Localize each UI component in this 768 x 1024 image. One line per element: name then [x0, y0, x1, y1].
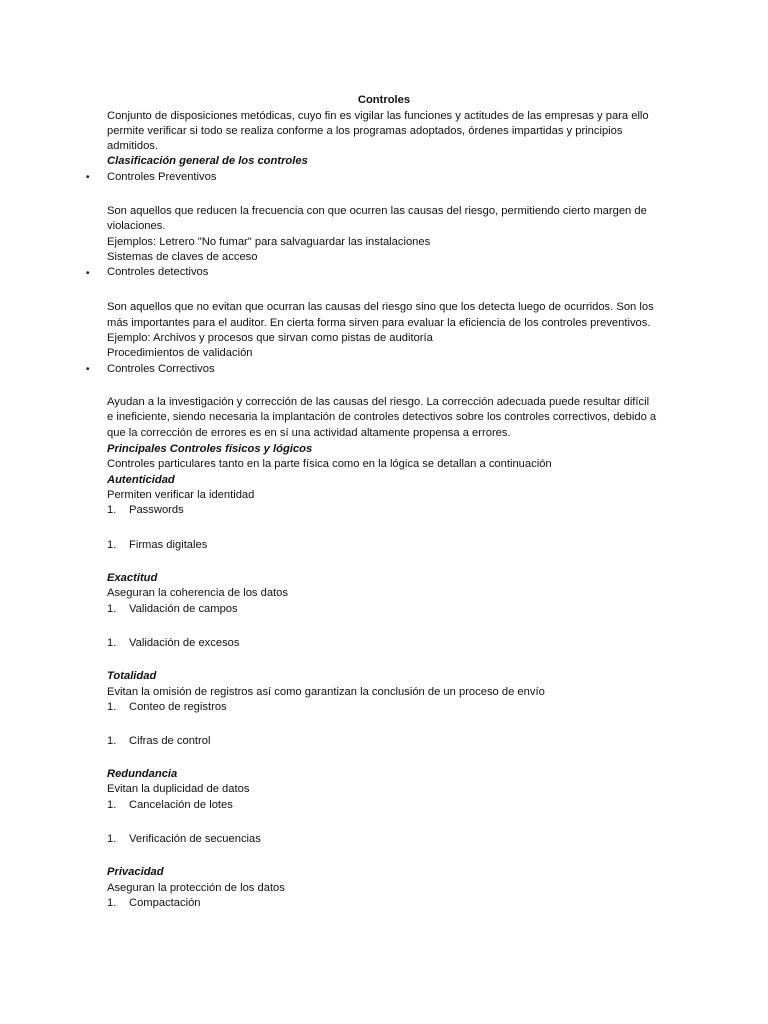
section-desc: Evitan la omisión de registros así como garantizan la conclusión de un proceso de envío — [107, 686, 545, 698]
section-heading-exactitud: Exactitud — [107, 572, 158, 584]
paragraph-line: violaciones. — [107, 220, 166, 232]
bullet-item-detectivos: Controles detectivos — [107, 266, 209, 278]
list-number: 1. — [107, 637, 117, 649]
section-heading-totalidad: Totalidad — [107, 670, 157, 682]
paragraph-line: Controles particulares tanto en la parte física como en la lógica se detallan a continuación — [107, 458, 552, 470]
bullet-item-preventivos: Controles Preventivos — [107, 171, 217, 183]
intro-line: admitidos. — [107, 140, 158, 152]
list-number: 1. — [107, 833, 117, 845]
list-number: 1. — [107, 897, 117, 909]
list-item: Verificación de secuencias — [129, 833, 261, 845]
paragraph-line: Ayudan a la investigación y corrección de las causas del riesgo. La corrección adecuada puede resultar difícil — [107, 396, 650, 408]
list-item: Validación de excesos — [129, 637, 240, 649]
section-heading-redundancia: Redundancia — [107, 768, 178, 780]
section-desc: Aseguran la coherencia de los datos — [107, 587, 288, 599]
list-item: Validación de campos — [129, 603, 238, 615]
paragraph-line: Ejemplo: Archivos y procesos que sirvan como pistas de auditoría — [107, 332, 433, 344]
document-title: Controles — [357, 94, 411, 106]
paragraph-line: más importantes para el auditor. En cierta forma sirven para evaluar la eficiencia de los controles preventivos. — [107, 317, 651, 329]
bullet-icon: • — [86, 172, 90, 183]
bullet-item-correctivos: Controles Correctivos — [107, 363, 215, 375]
list-item: Cancelación de lotes — [129, 799, 233, 811]
section-desc: Evitan la duplicidad de datos — [107, 783, 250, 795]
list-number: 1. — [107, 735, 117, 747]
list-number: 1. — [107, 701, 117, 713]
list-item: Passwords — [129, 504, 184, 516]
paragraph-line: Ejemplos: Letrero "No fumar" para salvaguardar las instalaciones — [107, 236, 431, 248]
paragraph-line: Son aquellos que no evitan que ocurran las causas del riesgo sino que los detecta luego de ocurridos. Son los — [107, 301, 654, 313]
paragraph-line: Sistemas de claves de acceso — [107, 251, 258, 263]
list-number: 1. — [107, 504, 117, 516]
bullet-icon: • — [86, 268, 90, 279]
bullet-icon: • — [86, 364, 90, 375]
classification-heading: Clasificación general de los controles — [107, 155, 308, 167]
paragraph-line: Procedimientos de validación — [107, 347, 253, 359]
section-desc: Permiten verificar la identidad — [107, 489, 255, 501]
paragraph-line: Son aquellos que reducen la frecuencia con que ocurren las causas del riesgo, permitiendo cierto margen de — [107, 205, 647, 217]
section-heading-autenticidad: Autenticidad — [107, 474, 175, 486]
list-item: Compactación — [129, 897, 201, 909]
intro-line: permite verificar si todo se realiza conforme a los programas adoptados, órdenes impartidas y principios — [107, 125, 623, 137]
list-item: Firmas digitales — [129, 539, 208, 551]
list-number: 1. — [107, 539, 117, 551]
list-number: 1. — [107, 799, 117, 811]
section-desc: Aseguran la protección de los datos — [107, 882, 285, 894]
section-heading-privacidad: Privacidad — [107, 866, 164, 878]
paragraph-line: que la corrección de errores es en sí una actividad altamente propensa a errores. — [107, 427, 511, 439]
list-item: Conteo de registros — [129, 701, 227, 713]
list-number: 1. — [107, 603, 117, 615]
intro-line: Conjunto de disposiciones metódicas, cuyo fin es vigilar las funciones y actitudes de las empresas y para ello — [107, 110, 649, 122]
paragraph-line: e ineficiente, siendo necesaria la implantación de controles detectivos sobre los controles correctivos, debido a — [107, 411, 657, 423]
list-item: Cifras de control — [129, 735, 211, 747]
principales-heading: Principales Controles físicos y lógicos — [107, 443, 313, 455]
